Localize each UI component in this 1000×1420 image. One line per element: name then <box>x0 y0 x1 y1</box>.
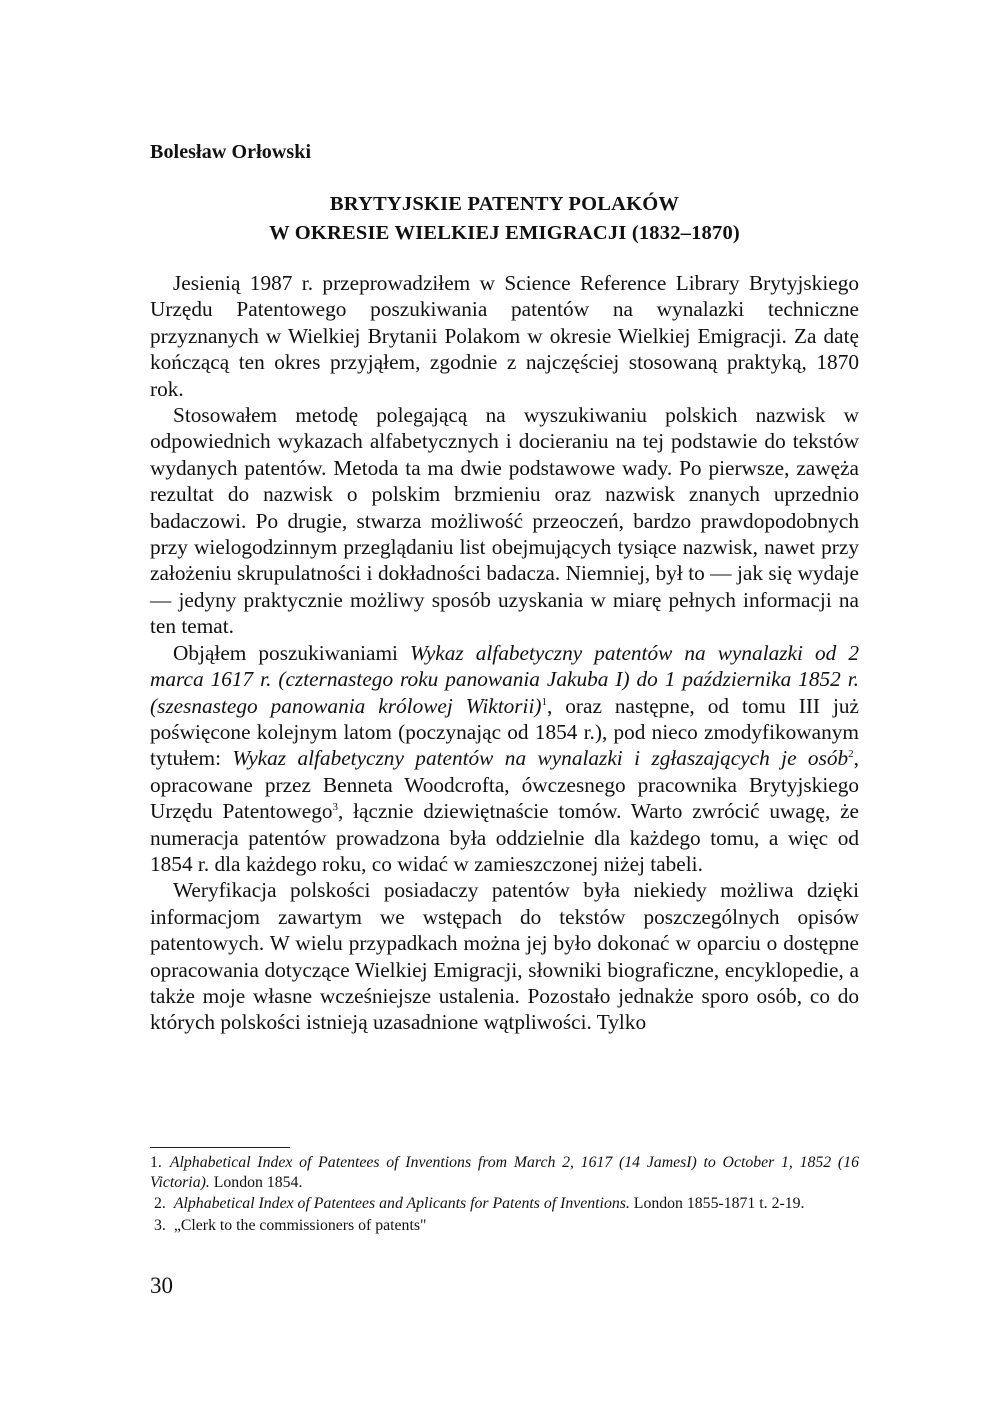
page-number: 30 <box>150 1273 173 1298</box>
paragraph-text: Objąłem poszukiwaniami <box>173 640 411 665</box>
footnote-text: London 1855-1871 t. 2-19. <box>629 1195 805 1212</box>
paragraph-text: , oraz następne, od tomu III już poświęcone kolejnym latom (poczynając od 1854 r.), pod nieco zmodyfikowanym tytułem: <box>150 693 859 771</box>
footnote-italic: Alphabetical Index of Patentees of Inventions from March 2, 1617 (14 JamesI) to October 1, 1852 (16 Victoria). <box>150 1154 859 1191</box>
italic-title-text: Wykaz alfabetyczny patentów na wynalazki i zgłaszających je osób <box>232 746 849 771</box>
article-body <box>150 270 859 1036</box>
title-line-1: BRYTYJSKIE PATENTY POLAKÓW <box>329 193 680 215</box>
footnote-2 <box>150 1194 859 1214</box>
footnote-ref-2[interactable]: 2 <box>848 748 854 761</box>
italic-title-text: Wykaz alfabetyczny patentów na wynalazki od 2 marca 1617 r. (czternastego roku panowania Jakuba I) do 1 października 1852 r. (szesnastego panowania królowej Wiktorii) <box>150 640 859 718</box>
footnote-text: „Clerk to the commissioners of patents" <box>173 1216 427 1234</box>
footnote-text: London 1854. <box>209 1173 303 1191</box>
footnote-ref-1[interactable]: 1 <box>541 695 547 708</box>
footnote-italic: Alphabetical Index of Patentees and Aplicants for Patents of Inventions. <box>173 1195 630 1212</box>
title-line-2: W OKRESIE WIELKIEJ EMIGRACJI (1832–1870) <box>269 222 740 244</box>
author-name: Bolesław Orłowski <box>150 141 312 163</box>
footnote-number: 1. <box>150 1154 162 1171</box>
footnote-number: 3. <box>154 1216 166 1234</box>
footnote-3 <box>150 1216 859 1236</box>
paragraph-2 <box>150 402 859 640</box>
paragraph-4 <box>150 877 859 1035</box>
footnote-1 <box>150 1153 859 1192</box>
paragraph-text: Stosowałem metodę polegającą na wyszukiwaniu polskich nazwisk w odpowiednich wykazach alfabetycznych i docieraniu na tej podstawie do tekstów wydanych patentów. Metoda ta ma dwie podstawowe wady. Po pierwsze, zawęża rezultat do nazwisk o polskim brzmieniu oraz nazwisk znanych uprzednio badaczowi. Po drugie, stwarza możliwość przeoczeń, bardzo prawdopodobnych przy wielogodzinnym przeglądaniu list obejmujących tysiące nazwisk, nawet przy założeniu skrupulatności i dokładności badacza. Niemniej, był to — jak się wydaje — jedyny praktycznie możliwy sposób uzyskania w miarę pełnych informacji na ten temat. <box>150 403 859 639</box>
footnote-number: 2. <box>154 1195 166 1212</box>
paragraph-1 <box>150 270 859 402</box>
footnotes <box>150 1153 859 1237</box>
footnote-ref-3[interactable]: 3 <box>332 801 338 814</box>
paragraph-text: Weryfikacja polskości posiadaczy patentów była niekiedy możliwa dzięki informacjom zawartym we wstępach do tekstów poszczególnych opisów patentowych. W wielu przypadkach można jej było dokonać w oparciu o dostępne opracowania dotyczące Wielkiej Emigracji, słowniki biograficzne, encyklopedie, a także moje własne wcześniejsze ustalenia. Pozostało jednakże sporo osób, co do których polskości istnieją uzasadnione wątpliwości. Tylko <box>150 878 859 1035</box>
paragraph-text: Jesienią 1987 r. przeprowadziłem w Science Reference Library Brytyjskiego Urzędu Patentowego poszukiwania patentów na wynalazki techniczne przyznanych w Wielkiej Brytanii Polakom w okresie Wielkiej Emigracji. Za datę kończącą ten okres przyjąłem, zgodnie z najczęściej stosowaną praktyką, 1870 rok. <box>150 271 859 401</box>
paragraph-text: , łącznie dziewiętnaście tomów. Warto zwrócić uwagę, że numeracja patentów prowadzona była oddzielnie dla każdego tomu, a więc od 1854 r. dla każdego roku, co widać w zamieszczonej niżej tabeli. <box>150 799 859 876</box>
article-title <box>150 190 859 248</box>
paragraph-text: , opracowane przez Benneta Woodcrofta, ówczesnego pracownika Brytyjskiego Urzędu Patentowego <box>150 746 859 824</box>
paragraph-3 <box>150 640 859 878</box>
footnote-divider <box>150 1147 290 1148</box>
